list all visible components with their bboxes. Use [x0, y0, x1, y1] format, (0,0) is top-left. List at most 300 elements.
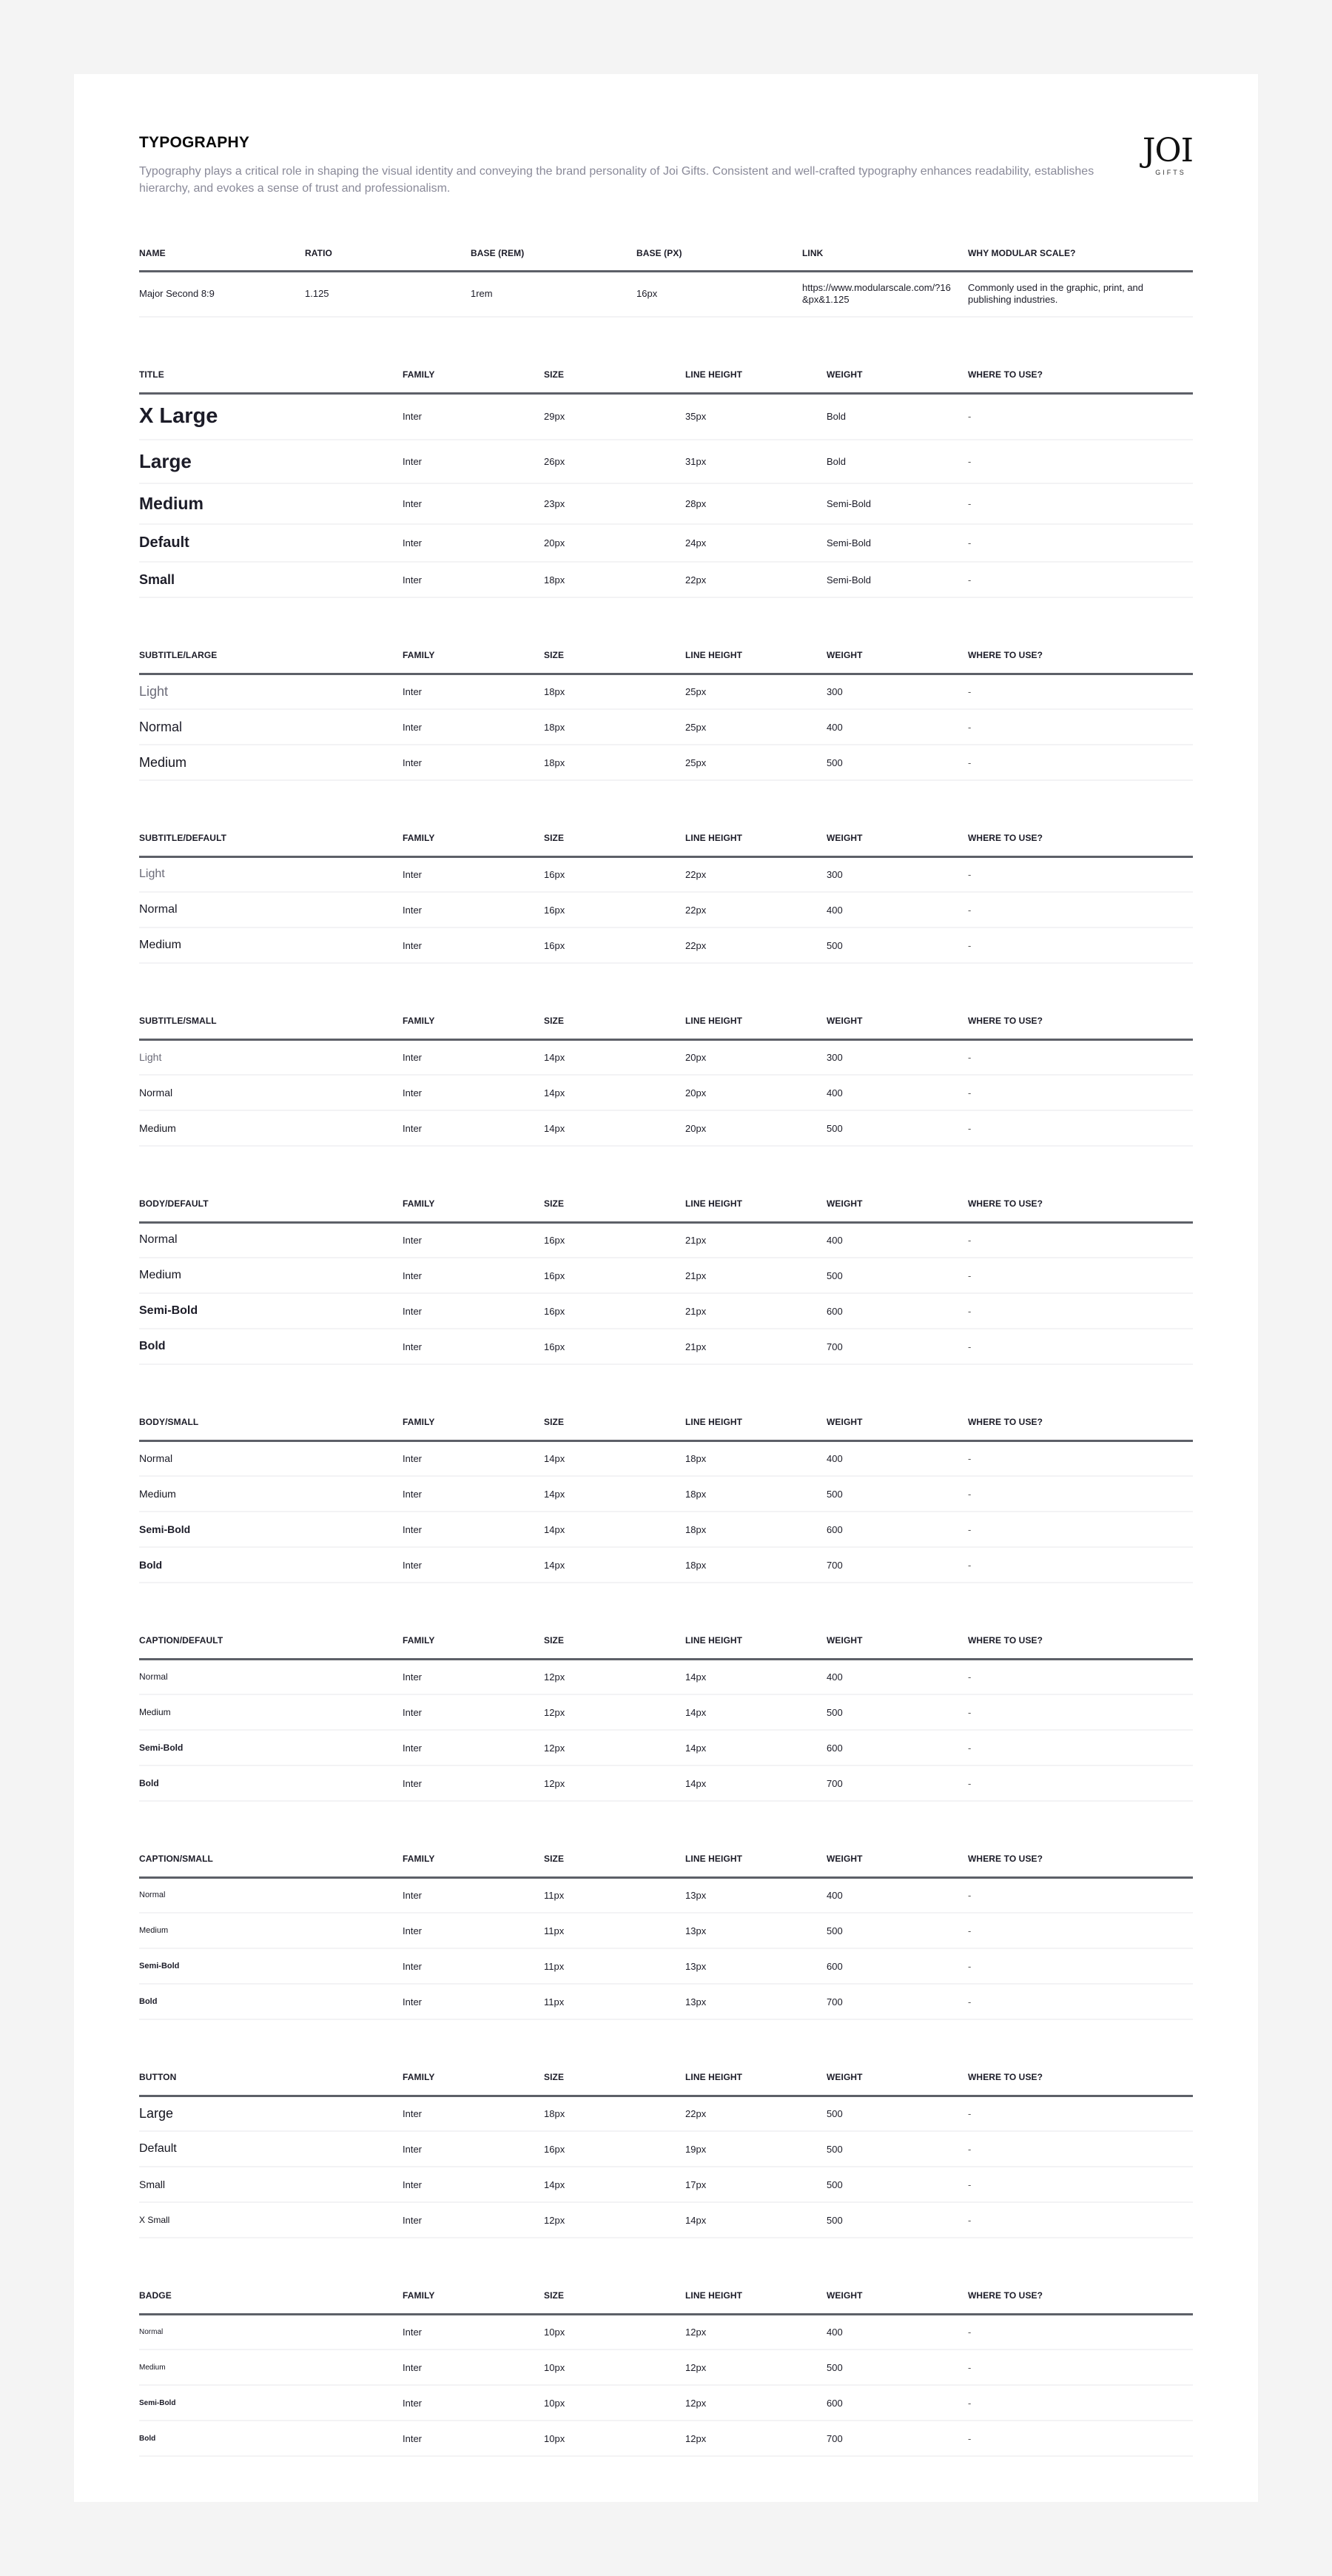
spec-row [139, 524, 1193, 562]
style-sample: Medium [139, 1913, 403, 1948]
cell-weight: 600 [827, 1512, 968, 1547]
style-sample: Normal [139, 1440, 403, 1476]
cell-size: 18px [544, 745, 685, 780]
cell-line-height: 21px [685, 1329, 827, 1364]
cell-size: 12px [544, 1765, 685, 1801]
cell-line-height: 14px [685, 1694, 827, 1730]
spec-row [139, 928, 1193, 963]
col-line-height: LINE HEIGHT [685, 1842, 827, 1877]
cell-size: 16px [544, 1258, 685, 1293]
style-sample: Bold [139, 1765, 403, 1801]
col-weight: WEIGHT [827, 1405, 968, 1440]
style-sample: Medium [139, 745, 403, 780]
style-sample: Small [139, 2167, 403, 2202]
spec-row [139, 1110, 1193, 1146]
style-sample: Medium [139, 1694, 403, 1730]
spec-row [139, 1730, 1193, 1765]
cell-line-height: 13px [685, 1948, 827, 1984]
card-content [139, 133, 1193, 2457]
spec-header-row [139, 1187, 1193, 1222]
cell-family: Inter [403, 2202, 544, 2238]
cell-line-height: 18px [685, 1476, 827, 1512]
style-sample: Large [139, 2096, 403, 2131]
cell-size: 14px [544, 1039, 685, 1075]
cell-weight: 400 [827, 1877, 968, 1913]
cell-line-height: 14px [685, 1765, 827, 1801]
cell-where-to-use: - [968, 1659, 1193, 1694]
cell-size: 12px [544, 1659, 685, 1694]
cell-family: Inter [403, 1440, 544, 1476]
spec-row [139, 745, 1193, 780]
section-title: SUBTITLE/SMALL [139, 1004, 403, 1039]
page-title: TYPOGRAPHY [139, 134, 250, 151]
cell-size: 16px [544, 1222, 685, 1258]
cell-where-to-use: - [968, 1110, 1193, 1146]
cell-line-height: 20px [685, 1039, 827, 1075]
style-sample: Medium [139, 1258, 403, 1293]
cell-weight: 700 [827, 1329, 968, 1364]
spec-row [139, 562, 1193, 597]
cell-family: Inter [403, 1329, 544, 1364]
cell-line-height: 13px [685, 1984, 827, 2019]
cell-line-height: 21px [685, 1258, 827, 1293]
spec-header-row [139, 638, 1193, 674]
col-size: SIZE [544, 1842, 685, 1877]
spec-header-row [139, 821, 1193, 856]
cell-family: Inter [403, 1512, 544, 1547]
col-line-height: LINE HEIGHT [685, 1004, 827, 1039]
spec-row [139, 1222, 1193, 1258]
cell-line-height: 22px [685, 562, 827, 597]
spec-row [139, 393, 1193, 440]
style-sample: Normal [139, 1877, 403, 1913]
cell-size: 16px [544, 856, 685, 892]
style-sample: Bold [139, 1984, 403, 2019]
cell-family: Inter [403, 2131, 544, 2167]
cell-family: Inter [403, 1293, 544, 1329]
col-family: FAMILY [403, 2278, 544, 2314]
style-sample: Small [139, 562, 403, 597]
section-title: BADGE [139, 2278, 403, 2314]
col-family: FAMILY [403, 821, 544, 856]
col-why: WHY MODULAR SCALE? [968, 237, 1193, 271]
cell-where-to-use: - [968, 1222, 1193, 1258]
cell-weight: 500 [827, 2202, 968, 2238]
cell-family: Inter [403, 1476, 544, 1512]
cell-line-height: 25px [685, 674, 827, 709]
intro-paragraph: Typography plays a critical role in shaping the visual identity and conveying the brand personality of Joi Gifts. Consistent and well-crafted typography enhances readability, establishes hierarchy, and evokes a sense of trust and professionalism. [139, 165, 1094, 195]
section-title: TITLE [139, 358, 403, 393]
col-base-px: BASE (PX) [636, 237, 802, 271]
cell-where-to-use: - [968, 1984, 1193, 2019]
cell-where-to-use: - [968, 856, 1193, 892]
spec-row [139, 1547, 1193, 1583]
cell-line-height: 18px [685, 1512, 827, 1547]
cell-family: Inter [403, 892, 544, 928]
scale-link[interactable]: https://www.modularscale.com/?16&px&1.125 [802, 271, 968, 317]
cell-where-to-use: - [968, 1948, 1193, 1984]
col-name: NAME [139, 237, 305, 271]
spec-sections [139, 358, 1193, 2457]
scale-base-px: 16px [636, 271, 802, 317]
col-family: FAMILY [403, 1187, 544, 1222]
cell-line-height: 22px [685, 2096, 827, 2131]
spec-row [139, 1039, 1193, 1075]
spec-row [139, 1476, 1193, 1512]
cell-line-height: 14px [685, 1659, 827, 1694]
cell-where-to-use: - [968, 562, 1193, 597]
cell-size: 10px [544, 2349, 685, 2385]
cell-where-to-use: - [968, 1440, 1193, 1476]
style-sample: Medium [139, 2349, 403, 2385]
col-line-height: LINE HEIGHT [685, 358, 827, 393]
style-sample: Normal [139, 709, 403, 745]
cell-line-height: 22px [685, 856, 827, 892]
cell-family: Inter [403, 1110, 544, 1146]
spec-header-row [139, 1004, 1193, 1039]
cell-family: Inter [403, 1039, 544, 1075]
cell-line-height: 12px [685, 2314, 827, 2349]
col-size: SIZE [544, 821, 685, 856]
spec-table-subtitle-default [139, 821, 1193, 964]
cell-where-to-use: - [968, 2314, 1193, 2349]
cell-size: 16px [544, 892, 685, 928]
cell-family: Inter [403, 2349, 544, 2385]
section-title: BODY/DEFAULT [139, 1187, 403, 1222]
cell-size: 16px [544, 928, 685, 963]
cell-where-to-use: - [968, 1765, 1193, 1801]
cell-size: 16px [544, 1329, 685, 1364]
spec-row [139, 1694, 1193, 1730]
col-line-height: LINE HEIGHT [685, 638, 827, 674]
col-where-to-use: WHERE TO USE? [968, 1405, 1193, 1440]
cell-family: Inter [403, 1659, 544, 1694]
cell-size: 11px [544, 1984, 685, 2019]
col-size: SIZE [544, 2060, 685, 2096]
cell-where-to-use: - [968, 1512, 1193, 1547]
cell-weight: 700 [827, 1547, 968, 1583]
style-sample: Bold [139, 1547, 403, 1583]
cell-line-height: 21px [685, 1222, 827, 1258]
cell-size: 29px [544, 393, 685, 440]
spec-row [139, 1984, 1193, 2019]
section-title: CAPTION/SMALL [139, 1842, 403, 1877]
cell-where-to-use: - [968, 2202, 1193, 2238]
spec-row [139, 2131, 1193, 2167]
style-sample: Default [139, 524, 403, 562]
spec-row [139, 2385, 1193, 2421]
cell-size: 16px [544, 1293, 685, 1329]
col-weight: WEIGHT [827, 821, 968, 856]
section-title: BUTTON [139, 2060, 403, 2096]
modular-scale-table [139, 237, 1193, 318]
spec-table-subtitle-small [139, 1004, 1193, 1147]
col-family: FAMILY [403, 1842, 544, 1877]
spec-row [139, 1293, 1193, 1329]
cell-weight: 400 [827, 1440, 968, 1476]
cell-weight: 300 [827, 674, 968, 709]
scale-why: Commonly used in the graphic, print, and publishing industries. [968, 271, 1193, 317]
cell-size: 10px [544, 2314, 685, 2349]
col-size: SIZE [544, 358, 685, 393]
col-family: FAMILY [403, 638, 544, 674]
col-weight: WEIGHT [827, 1623, 968, 1659]
cell-size: 14px [544, 1512, 685, 1547]
cell-line-height: 12px [685, 2421, 827, 2456]
cell-line-height: 12px [685, 2385, 827, 2421]
col-line-height: LINE HEIGHT [685, 1623, 827, 1659]
style-sample: Semi-Bold [139, 1293, 403, 1329]
cell-size: 12px [544, 2202, 685, 2238]
cell-weight: 600 [827, 1730, 968, 1765]
cell-where-to-use: - [968, 928, 1193, 963]
cell-weight: 400 [827, 1222, 968, 1258]
col-line-height: LINE HEIGHT [685, 1187, 827, 1222]
cell-family: Inter [403, 856, 544, 892]
cell-line-height: 17px [685, 2167, 827, 2202]
scale-base-rem: 1rem [471, 271, 636, 317]
cell-weight: 400 [827, 1075, 968, 1110]
col-line-height: LINE HEIGHT [685, 1405, 827, 1440]
spec-row [139, 1075, 1193, 1110]
col-size: SIZE [544, 638, 685, 674]
cell-weight: 500 [827, 1913, 968, 1948]
cell-family: Inter [403, 1984, 544, 2019]
col-where-to-use: WHERE TO USE? [968, 1842, 1193, 1877]
cell-weight: 400 [827, 709, 968, 745]
col-where-to-use: WHERE TO USE? [968, 2060, 1193, 2096]
col-where-to-use: WHERE TO USE? [968, 638, 1193, 674]
spec-table-badge [139, 2278, 1193, 2457]
cell-where-to-use: - [968, 1329, 1193, 1364]
spec-row [139, 1440, 1193, 1476]
cell-line-height: 25px [685, 709, 827, 745]
cell-size: 18px [544, 562, 685, 597]
spec-row [139, 2314, 1193, 2349]
cell-family: Inter [403, 2096, 544, 2131]
spec-row [139, 1659, 1193, 1694]
scale-ratio: 1.125 [305, 271, 471, 317]
spec-row [139, 2421, 1193, 2456]
cell-size: 18px [544, 674, 685, 709]
col-family: FAMILY [403, 358, 544, 393]
cell-family: Inter [403, 2385, 544, 2421]
cell-family: Inter [403, 440, 544, 483]
style-sample: X Large [139, 393, 403, 440]
cell-where-to-use: - [968, 440, 1193, 483]
cell-size: 11px [544, 1877, 685, 1913]
spec-table-button [139, 2060, 1193, 2238]
cell-where-to-use: - [968, 745, 1193, 780]
cell-where-to-use: - [968, 2167, 1193, 2202]
typography-card [74, 74, 1258, 2502]
scale-name: Major Second 8:9 [139, 271, 305, 317]
cell-weight: 500 [827, 2131, 968, 2167]
joi-gifts-logo [1134, 132, 1193, 179]
section-title: SUBTITLE/LARGE [139, 638, 403, 674]
cell-family: Inter [403, 2167, 544, 2202]
cell-where-to-use: - [968, 2096, 1193, 2131]
cell-where-to-use: - [968, 1877, 1193, 1913]
spec-row [139, 1948, 1193, 1984]
cell-where-to-use: - [968, 483, 1193, 524]
cell-line-height: 14px [685, 1730, 827, 1765]
section-title: SUBTITLE/DEFAULT [139, 821, 403, 856]
cell-where-to-use: - [968, 709, 1193, 745]
cell-family: Inter [403, 1948, 544, 1984]
spec-row [139, 1877, 1193, 1913]
cell-weight: 500 [827, 1110, 968, 1146]
col-family: FAMILY [403, 1004, 544, 1039]
col-link: LINK [802, 237, 968, 271]
spec-row [139, 1765, 1193, 1801]
cell-line-height: 28px [685, 483, 827, 524]
scale-row [139, 271, 1193, 317]
cell-where-to-use: - [968, 1547, 1193, 1583]
cell-weight: 500 [827, 928, 968, 963]
logo-wordmark: JOI [1142, 132, 1193, 170]
col-weight: WEIGHT [827, 2278, 968, 2314]
section-title: BODY/SMALL [139, 1405, 403, 1440]
cell-size: 11px [544, 1948, 685, 1984]
cell-where-to-use: - [968, 1476, 1193, 1512]
cell-family: Inter [403, 674, 544, 709]
spec-table-caption-small [139, 1842, 1193, 2020]
cell-weight: 400 [827, 1659, 968, 1694]
logo-subtitle: GIFTS [1155, 169, 1186, 176]
cell-line-height: 12px [685, 2349, 827, 2385]
col-weight: WEIGHT [827, 638, 968, 674]
spec-header-row [139, 358, 1193, 393]
cell-line-height: 20px [685, 1075, 827, 1110]
cell-size: 14px [544, 1110, 685, 1146]
cell-size: 10px [544, 2385, 685, 2421]
cell-line-height: 14px [685, 2202, 827, 2238]
cell-where-to-use: - [968, 393, 1193, 440]
col-family: FAMILY [403, 1623, 544, 1659]
spec-table-caption-default [139, 1623, 1193, 1802]
col-size: SIZE [544, 1405, 685, 1440]
spec-table-subtitle-large [139, 638, 1193, 781]
cell-family: Inter [403, 928, 544, 963]
style-sample: Medium [139, 1476, 403, 1512]
cell-weight: Semi-Bold [827, 524, 968, 562]
cell-size: 16px [544, 2131, 685, 2167]
cell-size: 11px [544, 1913, 685, 1948]
style-sample: Light [139, 674, 403, 709]
cell-where-to-use: - [968, 1075, 1193, 1110]
style-sample: Large [139, 440, 403, 483]
cell-line-height: 31px [685, 440, 827, 483]
style-sample: Medium [139, 1110, 403, 1146]
cell-weight: 500 [827, 2349, 968, 2385]
col-size: SIZE [544, 2278, 685, 2314]
cell-line-height: 24px [685, 524, 827, 562]
cell-where-to-use: - [968, 892, 1193, 928]
cell-line-height: 18px [685, 1547, 827, 1583]
spec-row [139, 1258, 1193, 1293]
spec-header-row [139, 1623, 1193, 1659]
cell-family: Inter [403, 1730, 544, 1765]
col-weight: WEIGHT [827, 1187, 968, 1222]
cell-weight: Bold [827, 440, 968, 483]
spec-row [139, 674, 1193, 709]
style-sample: Medium [139, 483, 403, 524]
cell-family: Inter [403, 1765, 544, 1801]
cell-where-to-use: - [968, 1913, 1193, 1948]
style-sample: Medium [139, 928, 403, 963]
cell-family: Inter [403, 2421, 544, 2456]
style-sample: X Small [139, 2202, 403, 2238]
cell-weight: Bold [827, 393, 968, 440]
style-sample: Semi-Bold [139, 2385, 403, 2421]
spec-row [139, 892, 1193, 928]
section-title: CAPTION/DEFAULT [139, 1623, 403, 1659]
cell-line-height: 21px [685, 1293, 827, 1329]
cell-weight: 700 [827, 1765, 968, 1801]
col-where-to-use: WHERE TO USE? [968, 821, 1193, 856]
style-sample: Default [139, 2131, 403, 2167]
cell-weight: 500 [827, 2167, 968, 2202]
cell-weight: 300 [827, 856, 968, 892]
cell-family: Inter [403, 1075, 544, 1110]
cell-family: Inter [403, 745, 544, 780]
col-size: SIZE [544, 1187, 685, 1222]
spec-row [139, 856, 1193, 892]
style-sample: Normal [139, 1222, 403, 1258]
cell-line-height: 35px [685, 393, 827, 440]
cell-weight: 500 [827, 2096, 968, 2131]
scale-header-row [139, 237, 1193, 271]
cell-size: 20px [544, 524, 685, 562]
col-where-to-use: WHERE TO USE? [968, 2278, 1193, 2314]
spec-row [139, 1329, 1193, 1364]
cell-weight: 700 [827, 2421, 968, 2456]
cell-family: Inter [403, 393, 544, 440]
cell-line-height: 18px [685, 1440, 827, 1476]
cell-where-to-use: - [968, 674, 1193, 709]
cell-weight: 500 [827, 745, 968, 780]
spec-row [139, 2202, 1193, 2238]
cell-weight: 500 [827, 1476, 968, 1512]
cell-weight: 700 [827, 1984, 968, 2019]
spec-row [139, 1512, 1193, 1547]
cell-family: Inter [403, 1222, 544, 1258]
cell-size: 14px [544, 1476, 685, 1512]
cell-where-to-use: - [968, 1039, 1193, 1075]
cell-where-to-use: - [968, 1694, 1193, 1730]
cell-size: 18px [544, 709, 685, 745]
cell-weight: Semi-Bold [827, 483, 968, 524]
cell-where-to-use: - [968, 1258, 1193, 1293]
cell-size: 23px [544, 483, 685, 524]
cell-line-height: 13px [685, 1913, 827, 1948]
cell-family: Inter [403, 483, 544, 524]
spec-row [139, 483, 1193, 524]
col-weight: WEIGHT [827, 1004, 968, 1039]
cell-family: Inter [403, 524, 544, 562]
spec-row [139, 2167, 1193, 2202]
col-weight: WEIGHT [827, 358, 968, 393]
col-weight: WEIGHT [827, 2060, 968, 2096]
cell-line-height: 13px [685, 1877, 827, 1913]
style-sample: Light [139, 856, 403, 892]
spec-row [139, 2096, 1193, 2131]
cell-weight: 600 [827, 2385, 968, 2421]
cell-weight: 500 [827, 1694, 968, 1730]
cell-weight: 300 [827, 1039, 968, 1075]
cell-where-to-use: - [968, 1730, 1193, 1765]
